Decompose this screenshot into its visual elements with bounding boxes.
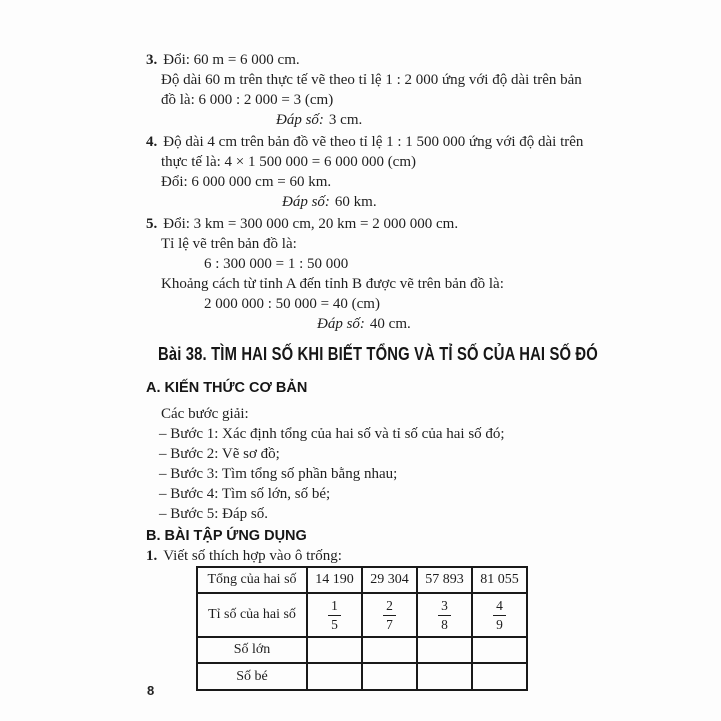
steps-intro: Các bước giải:	[161, 406, 249, 422]
section-a-heading: A. KIẾN THỨC CƠ BẢN	[146, 380, 308, 396]
solution-3-answer	[276, 110, 610, 130]
solution-5-line-4: Khoảng cách từ tỉnh A đến tỉnh B được vẽ trên bản đồ là:	[161, 276, 504, 292]
sum-cell: 29 304	[362, 567, 417, 593]
solution-5-line-2: Tỉ lệ vẽ trên bản đồ là:	[161, 236, 297, 252]
answer-label: Đáp số:	[317, 316, 365, 332]
fraction-denominator: 5	[331, 616, 338, 632]
item-text: Viết số thích hợp vào ô trống:	[163, 548, 342, 564]
fraction	[438, 598, 451, 632]
empty-answer-cell	[307, 637, 362, 663]
fraction	[493, 598, 506, 632]
fraction	[383, 598, 396, 632]
answer-label: Đáp số:	[276, 112, 324, 128]
solution-4-line-2: thực tế là: 4 × 1 500 000 = 6 000 000 (cm)	[161, 154, 417, 170]
fraction-denominator: 9	[496, 616, 503, 632]
fraction	[328, 598, 341, 632]
item-text: Đổi: 3 km = 300 000 cm, 20 km = 2 000 000 cm.	[163, 216, 459, 232]
step-4: – Bước 4: Tìm số lớn, số bé;	[159, 486, 331, 502]
empty-answer-cell	[362, 637, 417, 663]
step-5: – Bước 5: Đáp số.	[159, 506, 268, 522]
step-3: – Bước 3: Tìm tổng số phần bằng nhau;	[159, 466, 398, 482]
row-label-sum: Tổng của hai số	[197, 567, 307, 593]
answer-value: 40 cm.	[369, 316, 411, 332]
table-row-big-number	[197, 637, 527, 663]
lesson-title-text: Bài 38. TÌM HAI SỐ KHI BIẾT TỔNG VÀ TỈ SỐ CỦA HAI SỐ ĐÓ	[158, 343, 598, 364]
solution-4-line-3: Đổi: 6 000 000 cm = 60 km.	[161, 174, 332, 190]
table-row-small-number	[197, 663, 527, 690]
ratio-cell	[362, 593, 417, 637]
exercise-table	[196, 566, 528, 691]
solution-item-4	[146, 132, 610, 212]
item-text: Đổi: 60 m = 6 000 cm.	[163, 52, 300, 68]
answer-label: Đáp số:	[282, 194, 330, 210]
solution-5-equation-1: 6 : 300 000 = 1 : 50 000	[204, 256, 349, 272]
item-number: 1.	[146, 548, 158, 564]
exercise-1-prompt	[146, 546, 610, 566]
solution-item-3	[146, 50, 610, 130]
empty-answer-cell	[472, 637, 527, 663]
fraction-numerator: 2	[383, 598, 396, 616]
solution-item-5	[146, 214, 610, 334]
steps-list	[146, 424, 610, 524]
ratio-cell	[472, 593, 527, 637]
solution-5-answer	[317, 314, 610, 334]
sum-cell: 14 190	[307, 567, 362, 593]
item-number: 3.	[146, 52, 158, 68]
page-content	[146, 50, 610, 691]
fraction-numerator: 1	[328, 598, 341, 616]
solution-3-line-2: Độ dài 60 m trên thực tế vẽ theo tỉ lệ 1 : 2 000 ứng với độ dài trên bản	[161, 72, 582, 88]
answer-value: 3 cm.	[328, 112, 363, 128]
step-2: – Bước 2: Vẽ sơ đồ;	[159, 446, 280, 462]
row-label-big: Số lớn	[197, 637, 307, 663]
empty-answer-cell	[417, 663, 472, 690]
sum-cell: 57 893	[417, 567, 472, 593]
lesson-heading	[146, 342, 610, 366]
item-number: 5.	[146, 216, 158, 232]
solution-3-line-3: đồ là: 6 000 : 2 000 = 3 (cm)	[161, 92, 334, 108]
fraction-numerator: 4	[493, 598, 506, 616]
item-text: Độ dài 4 cm trên bản đồ vẽ theo tỉ lệ 1 : 1 500 000 ứng với độ dài trên	[163, 134, 584, 150]
sum-cell: 81 055	[472, 567, 527, 593]
item-number: 4.	[146, 134, 158, 150]
table-row-sums	[197, 567, 527, 593]
row-label-small: Số bé	[197, 663, 307, 690]
solution-3-line-1	[146, 50, 610, 70]
ratio-cell	[417, 593, 472, 637]
row-label-ratio: Tỉ số của hai số	[197, 593, 307, 637]
empty-answer-cell	[417, 637, 472, 663]
step-1: – Bước 1: Xác định tổng của hai số và tỉ số của hai số đó;	[159, 426, 505, 442]
table-row-ratios	[197, 593, 527, 637]
section-b-heading: B. BÀI TẬP ỨNG DỤNG	[146, 528, 307, 544]
solution-5-line-1	[146, 214, 610, 234]
solution-4-line-1	[146, 132, 610, 152]
fraction-denominator: 8	[441, 616, 448, 632]
page-number: 8	[147, 683, 155, 698]
solution-5-equation-2: 2 000 000 : 50 000 = 40 (cm)	[204, 296, 380, 312]
fraction-numerator: 3	[438, 598, 451, 616]
empty-answer-cell	[472, 663, 527, 690]
solution-4-answer	[282, 192, 610, 212]
empty-answer-cell	[362, 663, 417, 690]
empty-answer-cell	[307, 663, 362, 690]
fraction-denominator: 7	[386, 616, 393, 632]
answer-value: 60 km.	[334, 194, 377, 210]
ratio-cell	[307, 593, 362, 637]
